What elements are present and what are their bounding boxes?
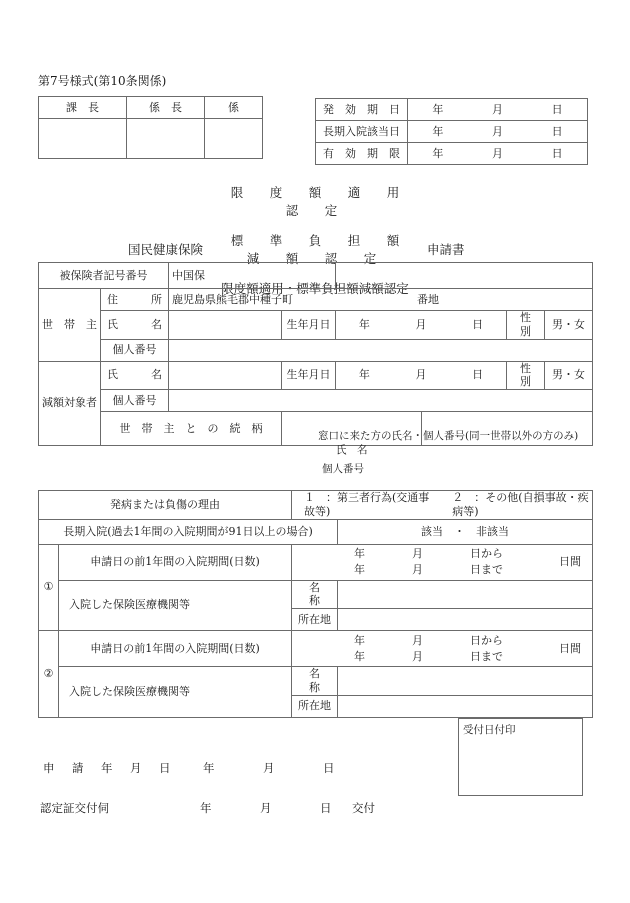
target-birth-month: 月 (415, 368, 427, 382)
block-2-location-label: 所在地 (292, 695, 338, 717)
visitor-note-line2: 氏 名 (336, 443, 368, 456)
block-2-from-day: 日から (470, 633, 503, 647)
table-row (316, 121, 588, 143)
expiry-date-value[interactable] (408, 143, 588, 165)
householder-birth-month: 月 (415, 317, 427, 331)
table-row (39, 390, 593, 412)
block-1-from-month: 月 (412, 547, 423, 561)
target-birth-day: 日 (472, 368, 484, 382)
block-2-name-value[interactable] (338, 667, 593, 696)
insured-number-value[interactable]: 中国保 (169, 263, 336, 289)
reason-option-2[interactable]: ２ ：その他(自損事故・疾病等) (452, 491, 589, 518)
table-row (39, 97, 263, 119)
issue-date-day: 日 (320, 801, 332, 815)
address-label: 住 所 (101, 289, 169, 311)
address-value-cell[interactable] (169, 289, 593, 311)
table-row (39, 631, 593, 667)
block-1-from-day: 日から (470, 547, 503, 561)
longstay-date-label: 長期入院該当日 (316, 121, 408, 143)
householder-gender-label: 性 別 (507, 311, 545, 340)
table-row (39, 519, 593, 544)
longstay-date-month: 月 (492, 124, 503, 138)
reason-option-1[interactable]: １ ：第三者行為(交通事故等) (304, 491, 430, 518)
title-line-2: 標 準 負 担 額 減 額 認 定 (230, 233, 426, 266)
block-2-location-value[interactable] (338, 695, 593, 717)
householder-name-label: 氏 名 (101, 311, 169, 340)
address-value: 鹿児島県熊毛郡中種子町 (172, 292, 293, 306)
block-1-days-label: 日間 (559, 555, 581, 569)
longstay-value[interactable]: 該当 ・ 非該当 (338, 519, 593, 544)
application-date-month: 月 (263, 761, 275, 775)
receipt-stamp-label: 受付日付印 (463, 724, 516, 736)
effective-date-year: 年 (432, 102, 444, 116)
title-line-3: 限度額適用・標準負担額減額認定 (221, 281, 409, 296)
application-date-year: 年 (203, 761, 215, 775)
target-gender-label: 性 別 (507, 361, 545, 390)
visitor-mynumber-label: 個人番号 (322, 463, 364, 475)
table-row (39, 289, 593, 311)
table-row (316, 143, 588, 165)
target-name-value[interactable] (169, 361, 282, 390)
block-1-location-value[interactable] (338, 609, 593, 631)
reason-label: 発病または負傷の理由 (39, 491, 292, 520)
block-2-period-label: 申請日の前1年間の入院期間(日数) (59, 631, 292, 667)
table-row (39, 361, 593, 390)
block-2-to-day: 日まで (470, 649, 503, 663)
target-birth-label: 生年月日 (282, 361, 336, 390)
address-suffix: 番地 (417, 292, 439, 306)
householder-mynumber-label: 個人番号 (101, 339, 169, 361)
effective-date-label: 発 効 期 日 (316, 99, 408, 121)
table-row (39, 263, 593, 289)
block-1-name-label: 名 称 (292, 580, 338, 609)
target-name-label: 氏 名 (101, 361, 169, 390)
validity-date-table (315, 98, 588, 165)
block-2-from-month: 月 (412, 633, 423, 647)
block-2-mark: ② (39, 631, 59, 718)
expiry-date-year: 年 (432, 146, 444, 160)
block-1-period-label: 申請日の前1年間の入院期間(日数) (59, 544, 292, 580)
table-row (39, 311, 593, 340)
application-date-row (40, 760, 375, 776)
block-1-location-label: 所在地 (292, 609, 338, 631)
expiry-date-month: 月 (492, 146, 503, 160)
relation-label: 世 帯 主 と の 続 柄 (101, 412, 282, 446)
block-1-to-month: 月 (412, 563, 423, 576)
target-birth-value[interactable] (336, 361, 507, 390)
effective-date-value[interactable] (408, 99, 588, 121)
block-1-hospital-label: 入院した保険医療機関等 (59, 580, 292, 631)
table-row (316, 99, 588, 121)
reason-options[interactable] (292, 491, 593, 520)
issue-date-month: 月 (260, 801, 272, 815)
target-birth-year: 年 (358, 368, 370, 382)
block-2-period-value[interactable] (292, 631, 593, 667)
title-insurance-name: 国民健康保険 (127, 242, 203, 257)
table-row (39, 580, 593, 609)
longstay-label: 長期入院(過去1年間の入院期間が91日以上の場合) (39, 519, 338, 544)
visitor-note (318, 430, 618, 457)
target-mynumber-label: 個人番号 (101, 390, 169, 412)
householder-name-value[interactable] (169, 311, 282, 340)
block-1-from-year: 年 (354, 547, 365, 561)
receipt-stamp-box[interactable] (458, 718, 583, 796)
householder-label: 世 帯 主 (39, 289, 101, 362)
block-2-hospital-label: 入院した保険医療機関等 (59, 667, 292, 718)
issue-label: 認定証交付伺 (40, 801, 109, 815)
householder-birth-value[interactable] (336, 311, 507, 340)
expiry-date-label: 有 効 期 限 (316, 143, 408, 165)
approval-cell-subsection-chief[interactable] (127, 119, 205, 159)
issue-date-suffix: 交付 (352, 801, 375, 815)
approval-stamp-table (38, 96, 263, 159)
longstay-date-day: 日 (551, 124, 563, 138)
table-row (39, 544, 593, 580)
target-mynumber-value[interactable] (169, 390, 593, 412)
table-row (39, 667, 593, 696)
application-date-day: 日 (323, 761, 335, 775)
householder-gender-value[interactable]: 男・女 (545, 311, 593, 340)
insured-person-table (38, 262, 593, 446)
form-number: 第7号様式(第10条関係) (38, 74, 167, 88)
block-1-to-year: 年 (354, 563, 365, 576)
effective-date-day: 日 (551, 102, 563, 116)
householder-birth-year: 年 (358, 317, 370, 331)
table-row (39, 119, 263, 159)
application-date-label: 申 請 年 月 日 (43, 761, 174, 775)
block-1-mark: ① (39, 544, 59, 631)
longstay-date-year: 年 (432, 124, 444, 138)
insured-number-label: 被保険者記号番号 (39, 263, 169, 289)
approval-cell-section-chief[interactable] (39, 119, 127, 159)
table-row (39, 339, 593, 361)
block-1-to-day: 日まで (470, 563, 503, 576)
footer-date-block (40, 760, 375, 816)
expiry-date-day: 日 (551, 146, 563, 160)
visitor-note-line1: 窓口に来た方の氏名・個人番号(同一世帯以外の方のみ) (318, 430, 579, 442)
longstay-date-value[interactable] (408, 121, 588, 143)
block-2-to-year: 年 (354, 649, 365, 663)
block-2-to-month: 月 (412, 649, 423, 663)
insured-number-spacer (336, 263, 593, 289)
block-1-name-value[interactable] (338, 580, 593, 609)
reason-and-hospitalization-table (38, 490, 593, 718)
approval-cell-staff[interactable] (205, 119, 263, 159)
block-2-from-year: 年 (354, 633, 365, 647)
approval-header-staff: 係 (205, 97, 263, 119)
title-application-suffix: 申請書 (427, 242, 465, 257)
title-line-1: 限 度 額 適 用 認 定 (230, 185, 426, 218)
target-gender-value[interactable]: 男・女 (545, 361, 593, 390)
effective-date-month: 月 (492, 102, 503, 116)
householder-birth-label: 生年月日 (282, 311, 336, 340)
issue-date-year: 年 (200, 801, 212, 815)
reduction-target-label: 減額対象者 (39, 361, 101, 446)
block-2-name-label: 名 称 (292, 667, 338, 696)
block-1-period-value[interactable] (292, 544, 593, 580)
block-2-days-label: 日間 (559, 641, 581, 655)
householder-birth-day: 日 (472, 317, 484, 331)
householder-mynumber-value[interactable] (169, 339, 593, 361)
issue-date-row (40, 800, 375, 816)
table-row (39, 491, 593, 520)
approval-header-section-chief: 課 長 (39, 97, 127, 119)
approval-header-subsection-chief: 係 長 (127, 97, 205, 119)
